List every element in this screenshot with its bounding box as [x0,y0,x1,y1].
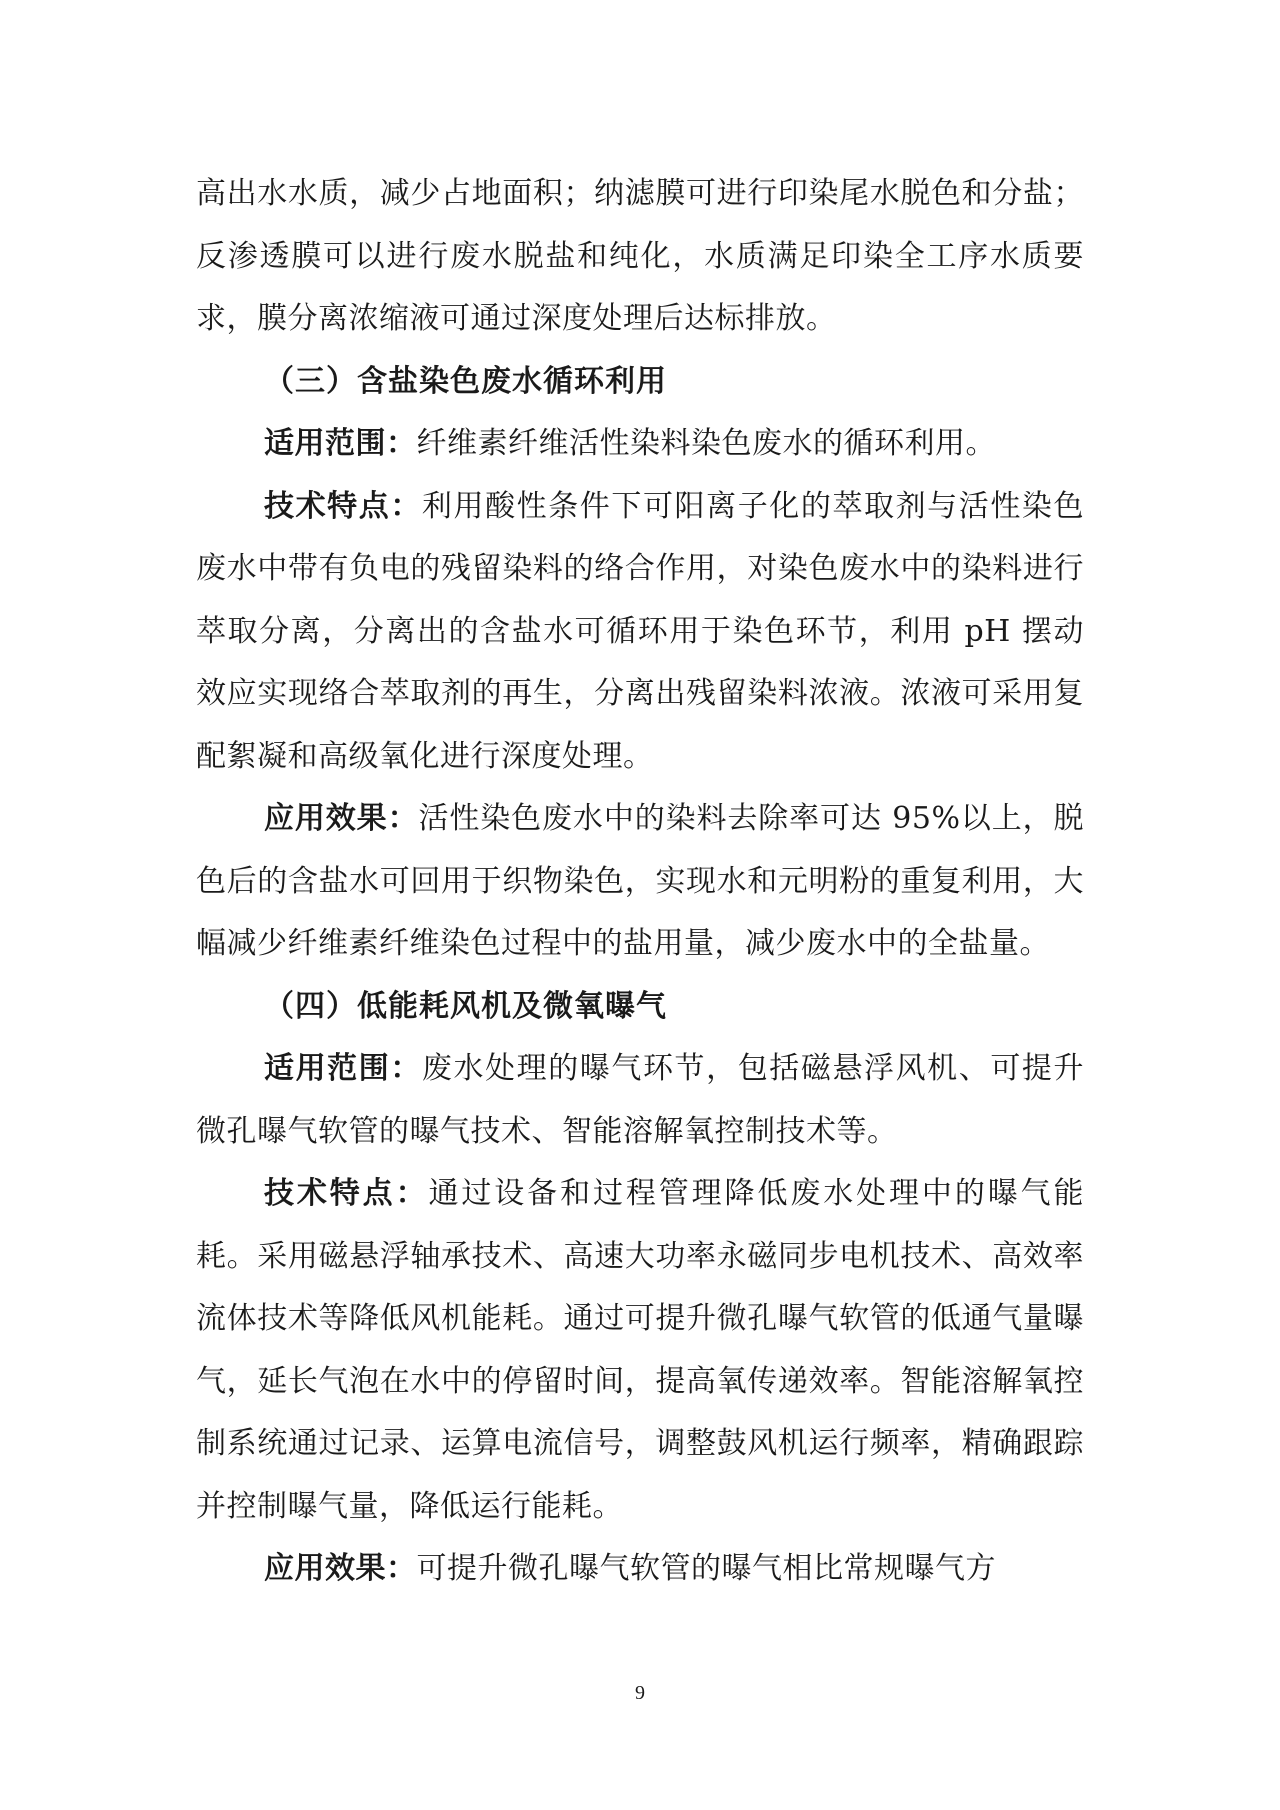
section4-scope-paragraph [196,1038,1084,1163]
effect-text: 可提升微孔曝气软管的曝气相比常规曝气方 [416,1551,996,1586]
tech-label: 技术特点： [264,1176,429,1211]
section-heading-4: （四）低能耗风机及微氧曝气 [264,988,667,1024]
scope-label: 适用范围： [264,426,417,461]
section3-tech-paragraph [196,476,1084,789]
paragraph-continuation: 高出水水质，减少占地面积；纳滤膜可进行印染尾水脱色和分盐；反渗透膜可以进行废水脱盐和纯化，水质满足印染全工序水质要求，膜分离浓缩液可通过深度处理后达标排放。 [196,176,1084,336]
scope-text: 废水处理的曝气环节，包括磁悬浮风机、可提升微孔曝气软管的曝气技术、智能溶解氧控制技术等。 [196,1051,1085,1149]
section4-tech-paragraph [196,1163,1084,1538]
section3-scope-paragraph [196,413,1084,476]
document-body [196,163,1084,1601]
effect-label: 应用效果： [264,801,419,836]
section-heading-3: （三）含盐染色废水循环利用 [264,363,667,399]
section4-effect-paragraph [196,1538,1084,1601]
tech-text: 通过设备和过程管理降低废水处理中的曝气能耗。采用磁悬浮轴承技术、高速大功率永磁同步电机技术、高效率流体技术等降低风机能耗。通过可提升微孔曝气软管的低通气量曝气，延长气泡在水中的停留时间，提高氧传递效率。智能溶解氧控制系统通过记录、运算电流信号，调整鼓风机运行频率，精确跟踪并控制曝气量，降低运行能耗。 [196,1176,1085,1524]
effect-text: 活性染色废水中的染料去除率可达 95%以上，脱色后的含盐水可回用于织物染色，实现水和元明粉的重复利用，大幅减少纤维素纤维染色过程中的盐用量，减少废水中的全盐量。 [196,801,1085,961]
page-number: 9 [635,1682,645,1704]
section3-effect-paragraph [196,788,1084,976]
scope-label: 适用范围： [264,1051,422,1086]
tech-text: 利用酸性条件下可阳离子化的萃取剂与活性染色废水中带有负电的残留染料的络合作用，对染色废水中的染料进行萃取分离，分离出的含盐水可循环用于染色环节，利用 pH 摆动效应实现络合萃取剂的再生，分离出残留染料浓液。浓液可采用复配絮凝和高级氧化进行深度处理。 [196,488,1085,774]
effect-label: 应用效果： [264,1551,417,1586]
scope-text: 纤维素纤维活性染料染色废水的循环利用。 [416,426,996,461]
tech-label: 技术特点： [264,488,422,524]
